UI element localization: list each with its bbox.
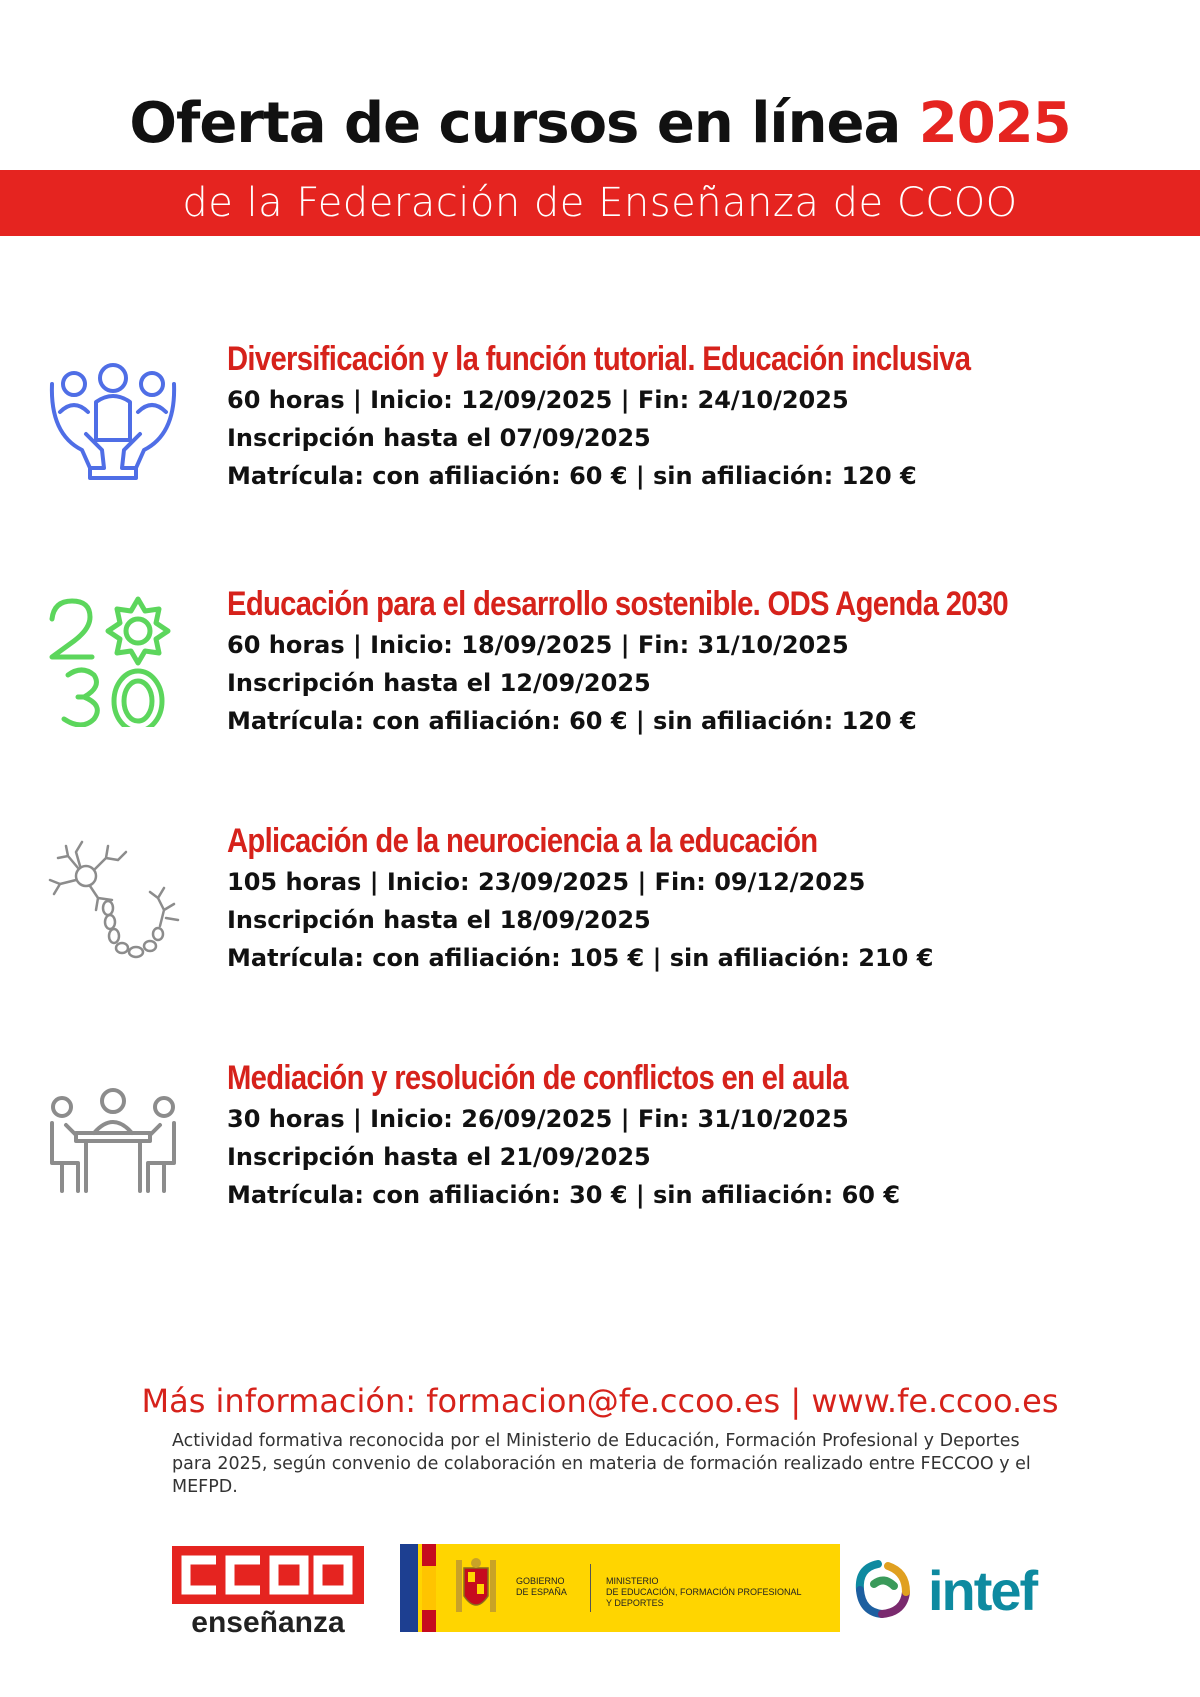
intef-logo [848,1554,1048,1626]
gobierno-espana-logo [400,1544,840,1632]
gov-line: GOBIERNO [516,1576,565,1586]
ccoo-ensenanza-logo [172,1546,364,1646]
course-fees: Matrícula: con afiliación: 60 € | sin afiliación: 120 € [227,707,917,735]
agenda-2030-icon [46,593,180,727]
course-title: Mediación y resolución de conflictos en el aula [227,1059,848,1097]
title-text: Oferta de cursos en línea [129,91,901,156]
course-fees: Matrícula: con afiliación: 60 € | sin afiliación: 120 € [227,462,917,490]
more-info: Más información: formacion@fe.ccoo.es | www.fe.ccoo.es [141,1382,1059,1420]
neuron-icon [46,836,180,970]
course-registration: Inscripción hasta el 21/09/2025 [227,1143,651,1171]
intef-word: intef [928,1559,1037,1622]
course-fees: Matrícula: con afiliación: 105 € | sin afiliación: 210 € [227,944,934,972]
course-schedule: 105 horas | Inicio: 23/09/2025 | Fin: 09/12/2025 [227,868,866,896]
course-item [0,585,1200,755]
course-schedule: 30 horas | Inicio: 26/09/2025 | Fin: 31/10/2025 [227,1105,849,1133]
title-year: 2025 [918,91,1071,156]
subtitle-text: de la Federación de Enseñanza de CCOO [182,180,1018,226]
coat-of-arms-icon [448,1556,504,1620]
ministry-line: DE EDUCACIÓN, FORMACIÓN PROFESIONAL [606,1587,802,1597]
course-title: Educación para el desarrollo sostenible. ODS Agenda 2030 [227,585,1009,623]
ministry-line: MINISTERIO [606,1576,659,1586]
gov-text [516,1576,567,1598]
inclusion-group-icon [46,354,180,488]
course-title: Aplicación de la neurociencia a la educación [227,822,818,860]
logo-divider [590,1564,591,1612]
ccoo-mark [172,1546,364,1604]
course-registration: Inscripción hasta el 12/09/2025 [227,669,651,697]
subtitle-banner [0,170,1200,236]
ministry-line: Y DEPORTES [606,1598,664,1608]
ccoo-word: enseñanza [191,1606,345,1639]
course-registration: Inscripción hasta el 07/09/2025 [227,424,651,452]
page-title [0,91,1200,156]
gov-line: DE ESPAÑA [516,1587,567,1597]
course-registration: Inscripción hasta el 18/09/2025 [227,906,651,934]
course-schedule: 60 horas | Inicio: 18/09/2025 | Fin: 31/10/2025 [227,631,849,659]
course-schedule: 60 horas | Inicio: 12/09/2025 | Fin: 24/10/2025 [227,386,849,414]
meeting-table-icon [46,1073,180,1207]
spain-flag-icon [422,1544,436,1632]
course-title: Diversificación y la función tutorial. Educación inclusiva [227,340,971,378]
course-item [0,340,1200,510]
ccoo-letters-icon [172,1546,364,1604]
course-item [0,1059,1200,1229]
course-fees: Matrícula: con afiliación: 30 € | sin afiliación: 60 € [227,1181,901,1209]
course-item [0,822,1200,992]
ministry-text [606,1576,802,1609]
recognition-note: Actividad formativa reconocida por el Ministerio de Educación, Formación Profesional y Deportes para 2025, según convenio de colaboración en materia de formación realizado entre FECCOO y el MEFPD. [172,1431,1031,1497]
eu-flag-strip [400,1544,418,1632]
intef-mark-icon [848,1554,920,1626]
